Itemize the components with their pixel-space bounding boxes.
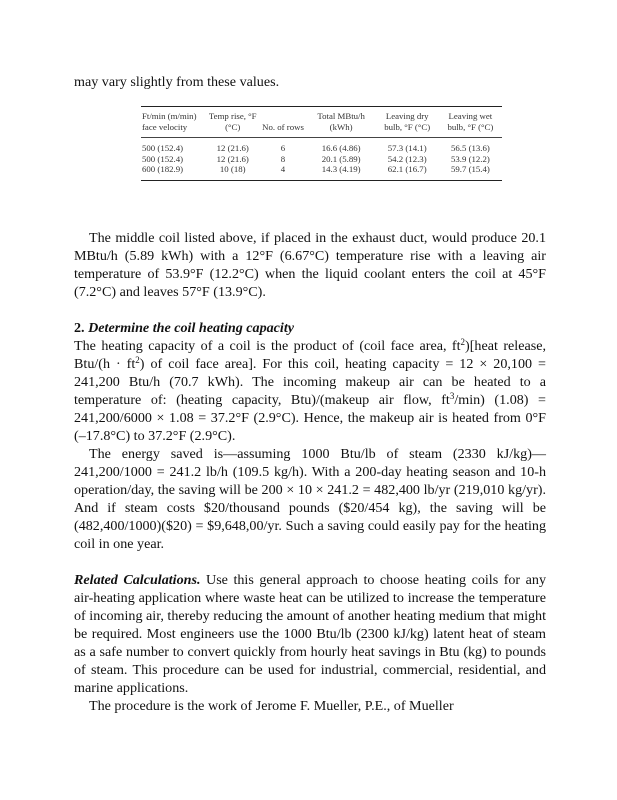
- table-bottom-rule: [141, 180, 502, 181]
- table-row: [141, 164, 502, 180]
- step-number: 2.: [74, 320, 85, 336]
- paragraph-procedure-credit: The procedure is the work of Jerome F. Mueller, P.E., of Mueller: [89, 698, 454, 714]
- table-cell: 12 (21.6): [216, 153, 249, 164]
- table-cell: 10 (18): [219, 164, 246, 175]
- table-header: Leaving wet bulb, °F (°C): [447, 111, 494, 132]
- table-cell: 54.2 (12.3): [387, 153, 427, 164]
- table-cell: 600 (182.9): [142, 164, 184, 175]
- table-header: Leaving dry bulb, °F (°C): [384, 111, 431, 132]
- table-cell: 8: [280, 153, 286, 164]
- table-header: No. of rows: [262, 121, 304, 132]
- paragraph-related-calculations: [74, 571, 546, 697]
- intro-text: may vary slightly from these values.: [74, 74, 280, 90]
- table-cell: 4: [280, 164, 286, 175]
- table-cell: 56.5 (13.6): [450, 143, 490, 154]
- table-cell: 500 (152.4): [142, 153, 184, 164]
- table-cell: 6: [280, 143, 286, 154]
- table-cell: 57.3 (14.1): [387, 143, 427, 154]
- table-cell: 62.1 (16.7): [387, 164, 427, 175]
- related-title: Related Calculations.: [74, 572, 201, 588]
- table-header-row: [141, 107, 502, 137]
- table-cell: 500 (152.4): [142, 143, 184, 154]
- table-cell: 59.7 (15.4): [450, 164, 490, 175]
- coil-data-table: [141, 106, 502, 181]
- related-text: Use this general approach to choose heating coils for any air-heating application where waste heat can be utilized to increase the temperature of incoming air, thereby reducing the amount of another heating medium that might be required. Most engineers use the 1000 Btu/lb (2300 kJ/kg) latent heat of steam as a safe number to convert quickly from hourly heat savings in Btu (kg) to pounds of steam. This procedure can be used for industrial, commercial, residential, and marine applications.: [74, 572, 546, 696]
- table-cell: 16.6 (4.86): [321, 143, 361, 154]
- paragraph-heating-capacity: The heating capacity of a coil is the product of (coil face area, $ft^2)[heat$ release, $Btu/(h \cdot ft^2)$ of coil face area]. For this coil, heating capacity = 12 × 20,100 = 241,200 Btu/h (70.7 kWh). The incoming makeup air can be heated to a temperature of: (heating capacity, Btu)/(makeup air flow, $ft^3/\min$) (1.08) = 241,200/6000 × 1.08 = 37.2°F (2.9°C). Hence, the makeup air is heated from 0°F (–17.8°C) to 37.2°F (2.9°C).: [74, 337, 546, 444]
- table-header: Total MBtu/h (kWh): [317, 111, 365, 132]
- table-cell: 14.3 (4.19): [321, 164, 361, 175]
- table-cell: 20.1 (5.89): [321, 153, 361, 164]
- table-cell: 53.9 (12.2): [450, 153, 490, 164]
- paragraph-middle-coil: The middle coil listed above, if placed in the exhaust duct, would produce 20.1 MBtu/h (5.89 kWh) with a 12°F (6.67°C) temperature rise with a leaving air temperature of 53.9°F (12.2°C) when the liquid coolant enters the coil at 45°F (7.2°C) and leaves 57°F (13.9°C).: [74, 230, 546, 300]
- step-title: Determine the coil heating capacity: [88, 320, 295, 336]
- table-cell: 12 (21.6): [216, 143, 249, 154]
- table-row: [141, 138, 502, 154]
- table-header: Ft/min (m/min) face velocity: [142, 111, 197, 132]
- table-row: [141, 154, 502, 165]
- body-text: [74, 229, 546, 715]
- paragraph-energy-saved: The energy saved is—assuming 1000 Btu/lb of steam (2330 kJ/kg)—241,200/1000 = 241.2 lb/h (109.5 kg/h). With a 200-day heating season and 10-h operation/day, the saving will be 200 × 10 × 241.2 = 482,400 lb/yr (219,010 kg/yr). And if steam costs $20/thousand pounds ($20/454 kg), the saving will be (482,400/1000)($20) = $9,648,00/yr. Such a saving could easily pay for the heating coil in one year.: [74, 446, 546, 552]
- table-header: Temp rise, °F (°C): [208, 111, 257, 132]
- step-heading: [74, 319, 546, 337]
